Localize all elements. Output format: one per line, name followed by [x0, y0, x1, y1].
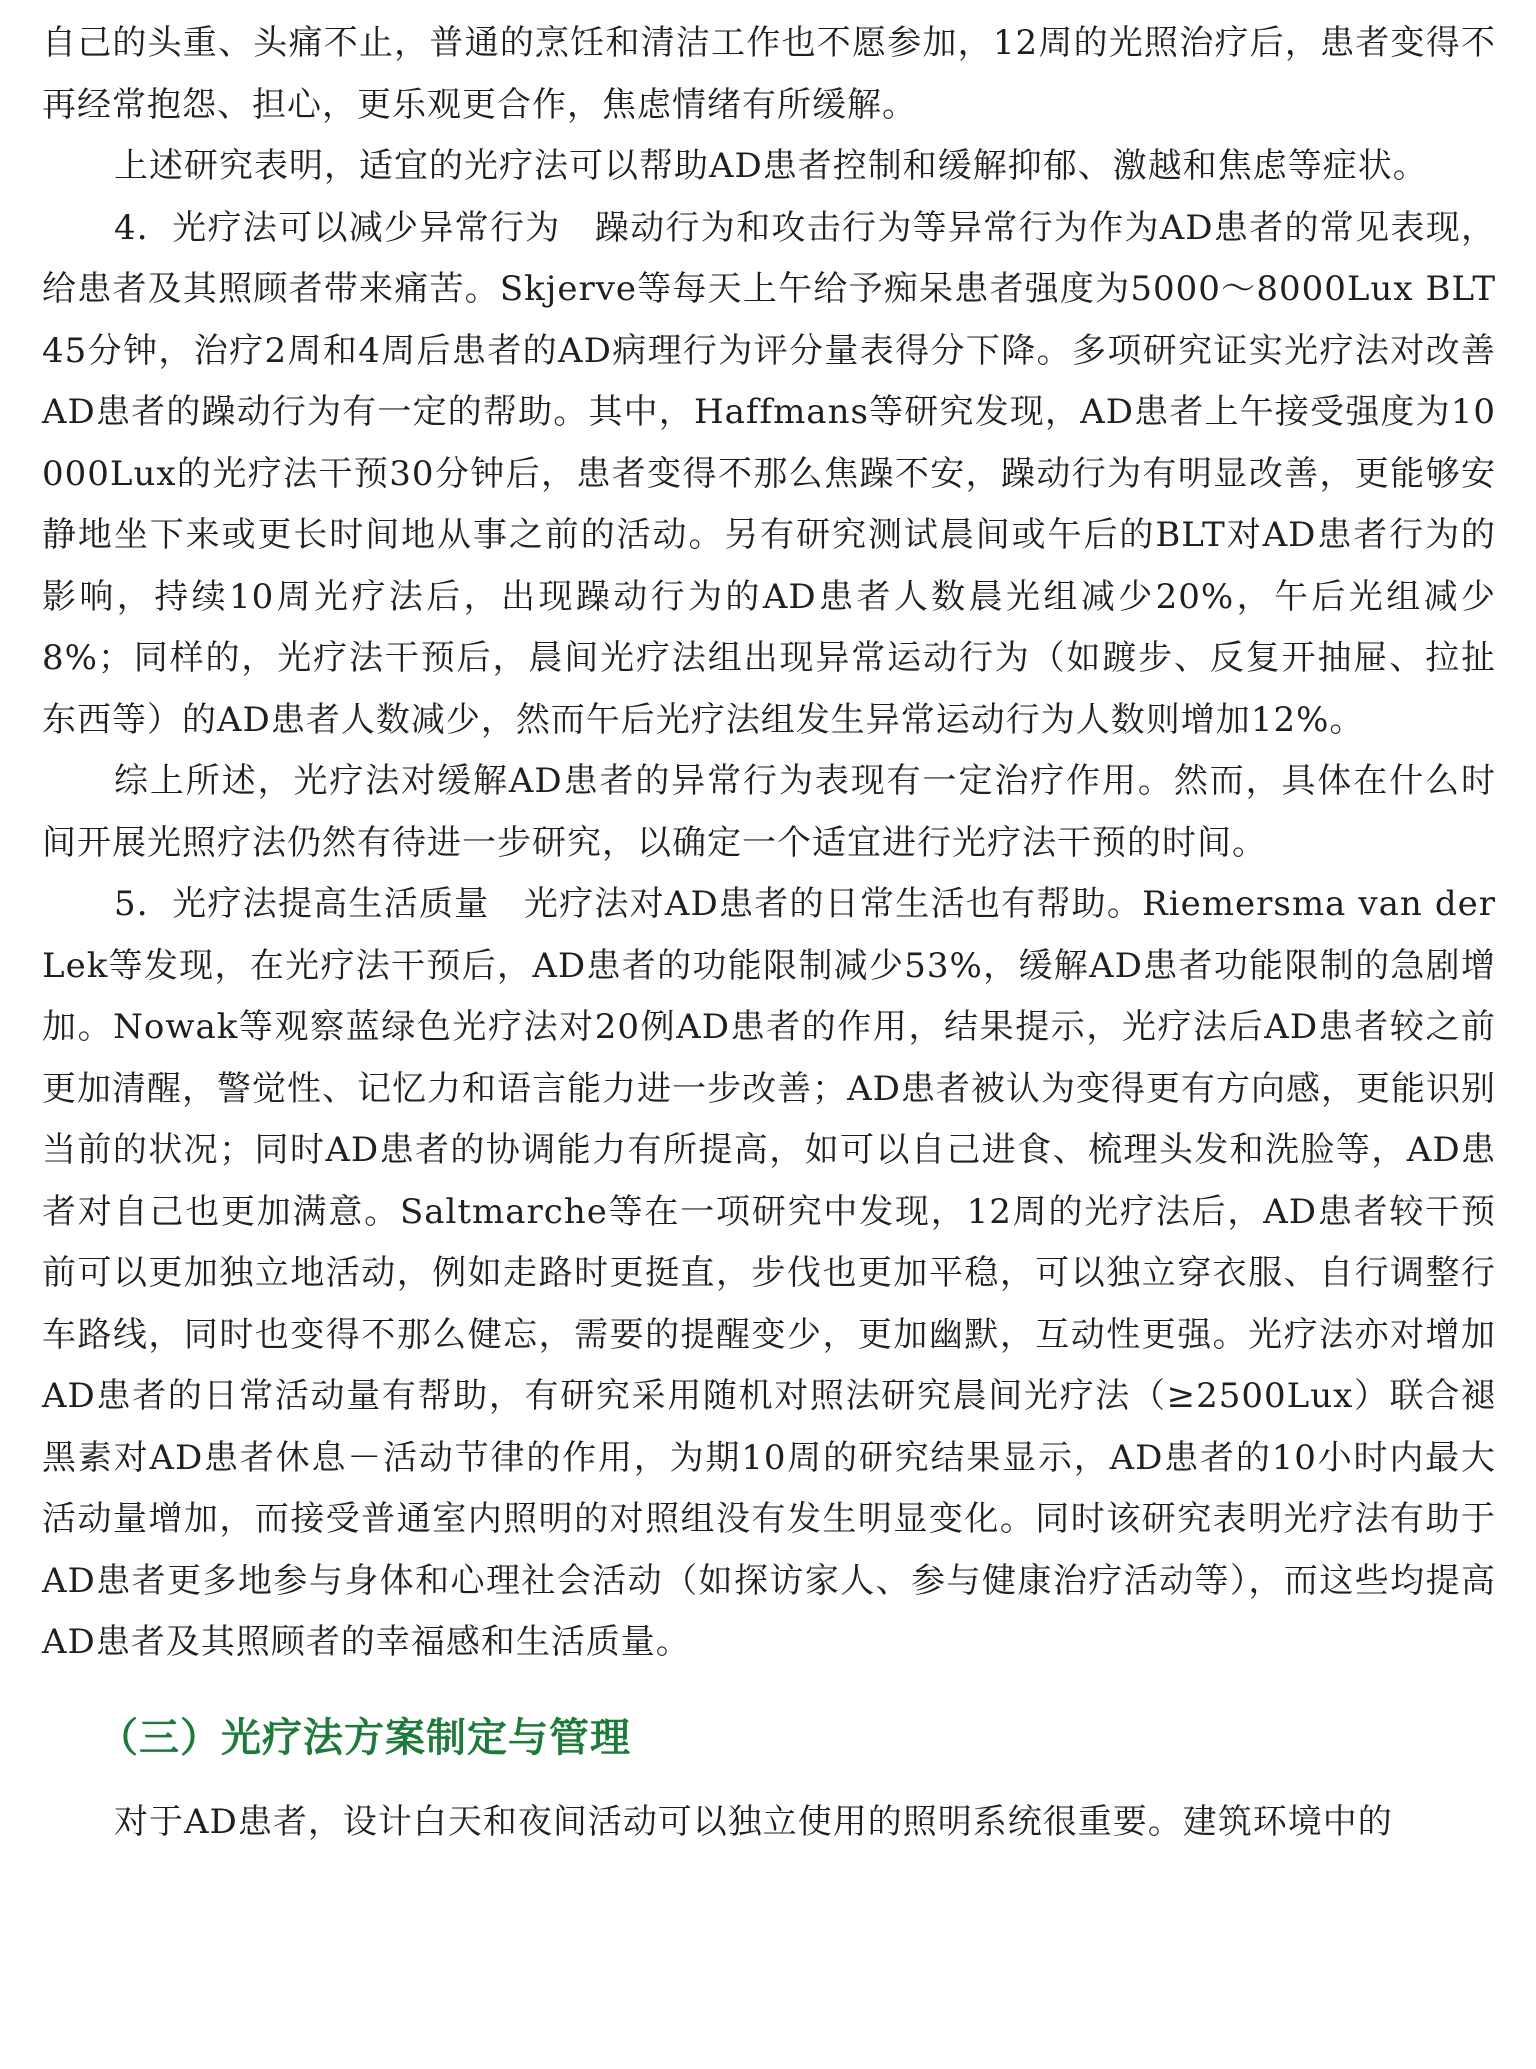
- paragraph-abnormal-behavior-body: 躁动行为和攻击行为等异常行为作为AD患者的常见表现，给患者及其照顾者带来痛苦。Skjerve等每天上午给予痴呆患者强度为5000～8000Lux BLT 45分钟，治疗2周和4周后患者的AD病理行为评分量表得分下降。多项研究证实光疗法对改善AD患者的躁动行为有一定的帮助。其中，Haffmans等研究发现，AD患者上午接受强度为10 000Lux的光疗法干预30分钟后，患者变得不那么焦躁不安，躁动行为有明显改善，更能够安静地坐下来或更长时间地从事之前的活动。另有研究测试晨间或午后的BLT对AD患者行为的影响，持续10周光疗法后，出现躁动行为的AD患者人数晨光组减少20%，午后光组减少8%；同样的，光疗法干预后，晨间光疗法组出现异常运动行为（如踱步、反复开抽屉、拉扯东西等）的AD患者人数减少，然而午后光疗法组发生异常运动行为人数则增加12%。: [42, 207, 1497, 740]
- subheading-quality-of-life: 5．光疗法提高生活质量: [114, 884, 490, 924]
- paragraph-summary-behavior: 综上所述，光疗法对缓解AD患者的异常行为表现有一定治疗作用。然而，具体在什么时间开展光照疗法仍然有待进一步研究，以确定一个适宜进行光疗法干预的时间。: [42, 761, 1496, 863]
- paragraph-summary-anxiety: 上述研究表明，适宜的光疗法可以帮助AD患者控制和缓解抑郁、激越和焦虑等症状。: [114, 146, 1428, 186]
- paragraph-quality-of-life: [42, 874, 1496, 1674]
- subheading-abnormal-behavior: 4．光疗法可以减少异常行为: [114, 207, 561, 248]
- paragraph-quality-of-life-body: 光疗法对AD患者的日常生活也有帮助。Riemersma van der Lek等发现，在光疗法干预后，AD患者的功能限制减少53%，缓解AD患者功能限制的急剧增加。Nowak等观察蓝绿色光疗法对20例AD患者的作用，结果提示，光疗法后AD患者较之前更加清醒，警觉性、记忆力和语言能力进一步改善；AD患者被认为变得更有方向感，更能识别当前的状况；同时AD患者的协调能力有所提高，如可以自己进食、梳理头发和洗脸等，AD患者对自己也更加满意。Saltmarche等在一项研究中发现，12周的光疗法后，AD患者较干预前可以更加独立地活动，例如走路时更挺直，步伐也更加平稳，可以独立穿衣服、自行调整行车路线，同时也变得不那么健忘，需要的提醒变少，更加幽默，互动性更强。光疗法亦对增加AD患者的日常活动量有帮助，有研究采用随机对照法研究晨间光疗法（≥2500Lux）联合褪黑素对AD患者休息－活动节律的作用，为期10周的研究结果显示，AD患者的10小时内最大活动量增加，而接受普通室内照明的对照组没有发生明显变化。同时该研究表明光疗法有助于AD患者更多地参与身体和心理社会活动（如探访家人、参与健康治疗活动等），而这些均提高AD患者及其照顾者的幸福感和生活质量。: [42, 884, 1496, 1662]
- paragraph-continuation: 自己的头重、头痛不止，普通的烹饪和清洁工作也不愿参加，12周的光照治疗后，患者变得不再经常抱怨、担心，更乐观更合作，焦虑情绪有所缓解。: [42, 23, 1496, 125]
- paragraph-final: 对于AD患者，设计白天和夜间活动可以独立使用的照明系统很重要。建筑环境中的: [114, 1801, 1393, 1842]
- section-heading: （三）光疗法方案制定与管理: [98, 1714, 631, 1761]
- paragraph-abnormal-behavior: [42, 198, 1496, 752]
